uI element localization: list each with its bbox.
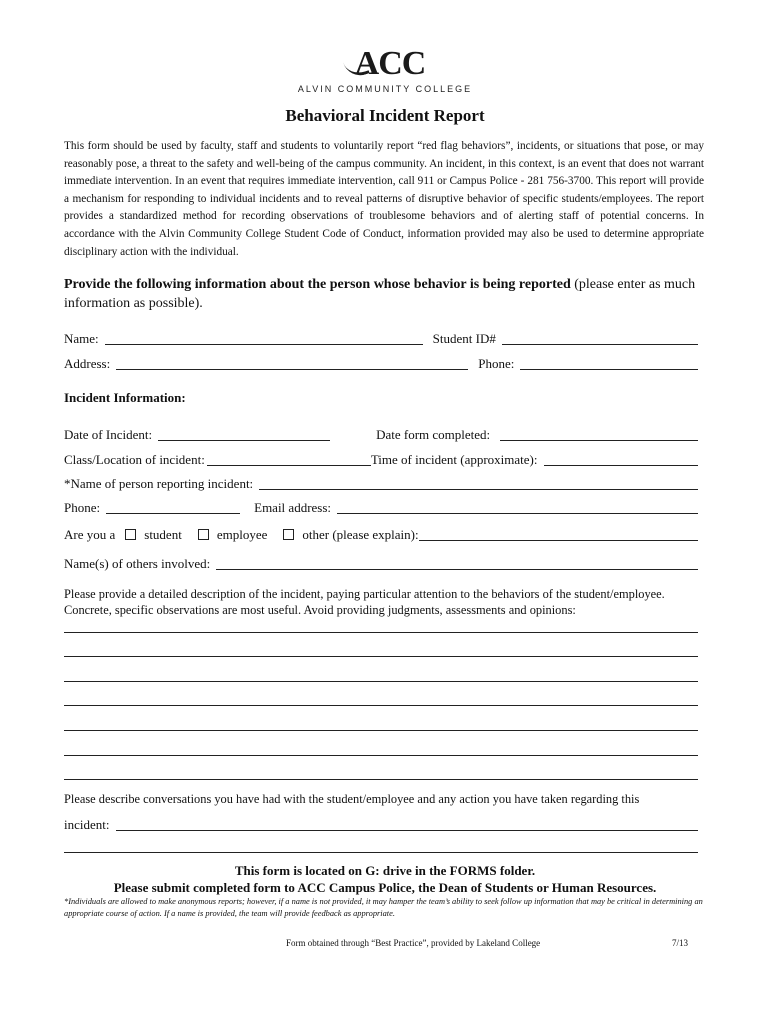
time-field[interactable] <box>544 451 699 466</box>
others-field[interactable] <box>216 555 698 570</box>
address-field[interactable] <box>116 355 468 370</box>
logo-mark: ACC <box>354 45 426 82</box>
description-line[interactable] <box>64 705 698 706</box>
reporter-field[interactable] <box>259 475 698 490</box>
email-field[interactable] <box>337 499 698 514</box>
date-label: Date of Incident: <box>64 427 153 442</box>
name-row <box>64 327 698 347</box>
are-you-label: Are you a <box>64 527 116 542</box>
other-explain-field[interactable] <box>419 526 698 541</box>
phone-field[interactable] <box>520 355 698 370</box>
conversation-field[interactable] <box>116 816 699 831</box>
footer-version: 7/13 <box>672 938 689 948</box>
description-line[interactable] <box>64 755 698 756</box>
conversation-line[interactable] <box>64 852 698 853</box>
email-label: Email address: <box>254 500 332 515</box>
footer-source: Form obtained through “Best Practice”, provided by Lakeland College <box>286 938 541 948</box>
conversation-label: incident: <box>64 817 110 832</box>
role-row <box>64 523 698 543</box>
conversation-prompt: Please describe conversations you have had with the student/employee and any action you have taken regarding this <box>64 792 640 806</box>
employee-checkbox[interactable] <box>198 529 209 540</box>
submit-note: Please submit completed form to ACC Campus Police, the Dean of Students or Human Resources. <box>113 880 657 895</box>
location-note: This form is located on G: drive in the FORMS folder. <box>234 863 536 878</box>
conversation-row <box>64 813 698 833</box>
person-heading-bold: Provide the following information about the person whose behavior is being reported <box>64 277 571 292</box>
others-row <box>64 552 698 572</box>
other-option-label: other (please explain): <box>302 527 419 542</box>
address-row <box>64 352 698 372</box>
form-title: Behavioral Incident Report <box>285 106 485 125</box>
college-logo <box>0 46 770 94</box>
employee-option-label: employee <box>216 527 268 542</box>
reporter-row <box>64 472 698 492</box>
anonymous-note: *Individuals are allowed to make anonymous reports; however, if a name is not provided, it may hamper the team’s ability to seek follow up information that may be critical in determining an appropriate course of action. If a name is provided, the team will provide feedback as appropriate. <box>64 897 703 918</box>
others-label: Name(s) of others involved: <box>64 556 211 571</box>
name-field[interactable] <box>105 330 423 345</box>
name-label: Name: <box>64 331 99 346</box>
class-label: Class/Location of incident: <box>64 452 205 467</box>
student-id-label: Student ID# <box>432 331 496 346</box>
description-line[interactable] <box>64 656 698 657</box>
description-line[interactable] <box>64 632 698 633</box>
description-prompt: Please provide a detailed description of the incident, paying particular attention to the behaviors of the student/employee. Concrete, specific observations are most useful. Avoid providing judgments, assessments and opinions: <box>64 587 665 617</box>
person-heading-rest: (please enter as much information as possible). <box>64 277 696 311</box>
date-completed-label: Date form completed: <box>376 427 491 442</box>
description-line[interactable] <box>64 779 698 780</box>
description-line[interactable] <box>64 730 698 731</box>
address-label: Address: <box>64 356 111 371</box>
contact-row <box>64 496 698 516</box>
date-field[interactable] <box>158 426 330 441</box>
student-checkbox[interactable] <box>125 529 136 540</box>
time-label: Time of incident (approximate): <box>370 452 538 467</box>
other-checkbox[interactable] <box>283 529 294 540</box>
student-option-label: student <box>144 527 182 542</box>
date-row <box>64 423 698 443</box>
date-completed-field[interactable] <box>500 426 698 441</box>
incident-heading: Incident Information: <box>64 390 186 405</box>
class-time-row <box>64 448 698 468</box>
reporter-label: *Name of person reporting incident: <box>64 476 254 491</box>
intro-paragraph: This form should be used by faculty, staff and students to voluntarily report “red flag behaviors”, incidents, or situations that pose, or may reasonably pose, a threat to the safety and well-being of the campus community. An incident, in this context, is an event that does not warrant immediate intervention. In an event that requires immediate intervention, call 911 or Campus Police - 281 756-3700. This report will provide a mechanism for responding to individual incidents and to reveal patterns of disruptive behavior of specific students/employees. The report provides a standardized method for recording observations of troublesome behaviors and of alerting staff of potential concerns. In accordance with the Alvin Community College Student Code of Conduct, information provided may also be used to determine appropriate disciplinary action with the individual. <box>64 140 704 258</box>
description-line[interactable] <box>64 681 698 682</box>
reporter-phone-label: Phone: <box>64 500 101 515</box>
class-field[interactable] <box>207 451 371 466</box>
person-section-heading <box>64 275 704 313</box>
college-name: ALVIN COMMUNITY COLLEGE <box>297 84 473 94</box>
phone-label: Phone: <box>478 356 515 371</box>
student-id-field[interactable] <box>502 330 698 345</box>
reporter-phone-field[interactable] <box>106 499 240 514</box>
